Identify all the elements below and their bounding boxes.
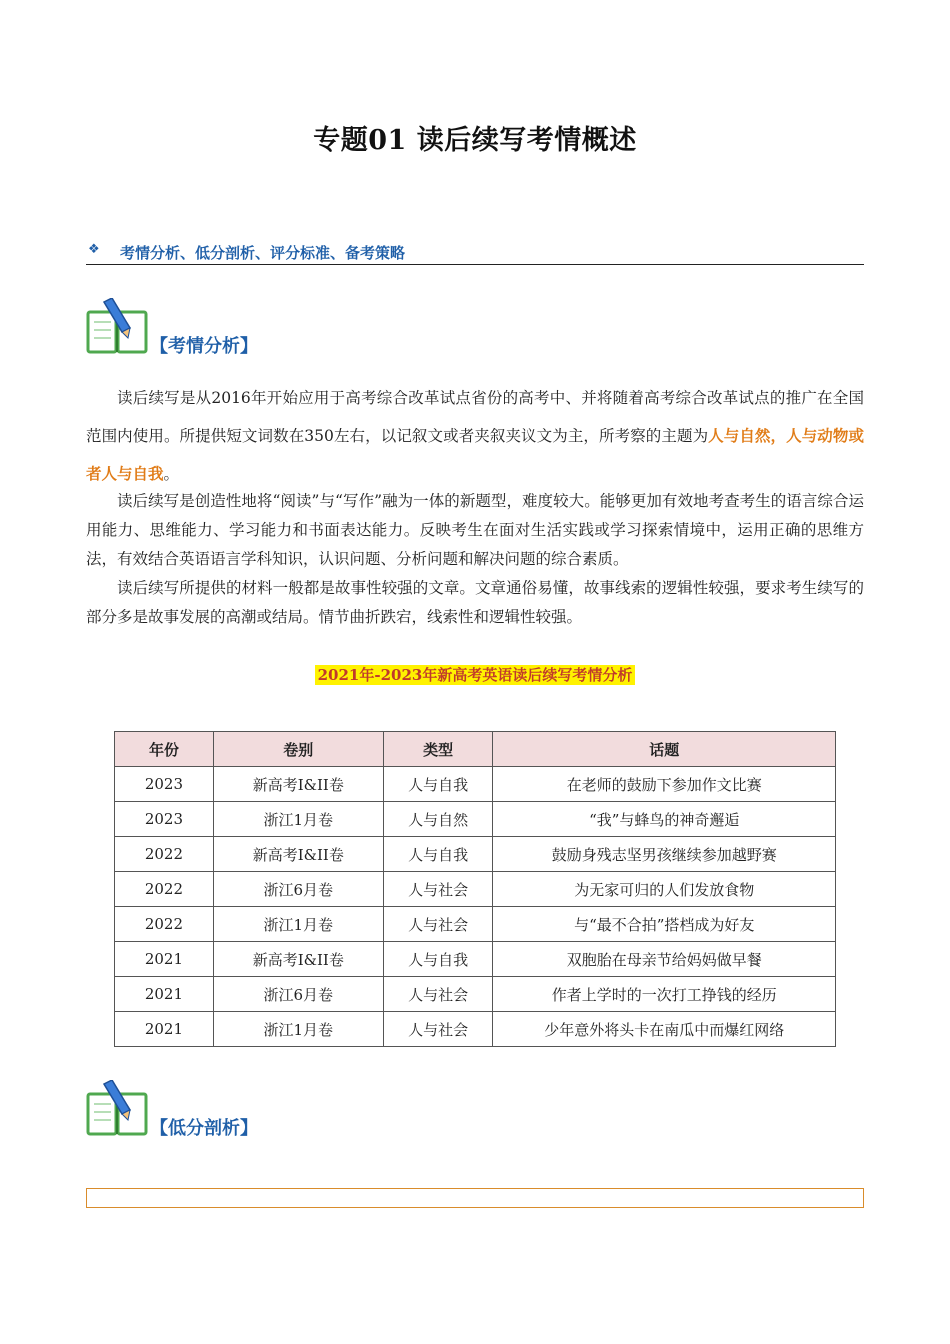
cell-paper: 浙江1月卷 xyxy=(213,1012,383,1047)
content-box xyxy=(86,1188,864,1208)
cell-paper: 新高考I&II卷 xyxy=(213,767,383,802)
cell-type: 人与社会 xyxy=(383,1012,493,1047)
paragraph-2: 读后续写是创造性地将“阅读”与“写作”融为一体的新题型，难度较大。能够更加有效地考查考生的语言综合运用能力、思维能力、学习能力和书面表达能力。反映考生在面对生活实践或学习探索情境中，运用正确的思维方法，有效结合英语语言学科知识，认识问题、分析问题和解决问题的综合素质。 xyxy=(86,492,864,568)
cell-topic: 在老师的鼓励下参加作文比赛 xyxy=(493,767,836,802)
cell-topic: 少年意外将头卡在南瓜中而爆红网络 xyxy=(493,1012,836,1047)
cell-topic: 双胞胎在母亲节给妈妈做早餐 xyxy=(493,942,836,977)
cell-paper: 新高考I&II卷 xyxy=(213,837,383,872)
table-row xyxy=(115,802,836,837)
table-row xyxy=(115,942,836,977)
notebook-pencil-icon xyxy=(86,298,152,358)
table-row xyxy=(115,767,836,802)
cell-topic: 与“最不合拍”搭档成为好友 xyxy=(493,907,836,942)
cell-type: 人与社会 xyxy=(383,872,493,907)
cell-paper: 浙江1月卷 xyxy=(213,907,383,942)
table-row xyxy=(115,837,836,872)
section-heading-analysis xyxy=(86,298,386,358)
cell-type: 人与自我 xyxy=(383,942,493,977)
cell-year: 2022 xyxy=(115,872,214,907)
table-row xyxy=(115,907,836,942)
cell-type: 人与自我 xyxy=(383,767,493,802)
table-row xyxy=(115,872,836,907)
table-row xyxy=(115,977,836,1012)
cell-topic: “我”与蜂鸟的神奇邂逅 xyxy=(493,802,836,837)
exam-analysis-table xyxy=(114,731,836,1047)
overview-text: 考情分析、低分剖析、评分标准、备考策略 xyxy=(120,244,406,262)
notebook-pencil-icon xyxy=(86,1080,152,1140)
cell-paper: 浙江1月卷 xyxy=(213,802,383,837)
section-overview-line xyxy=(86,240,864,265)
cell-paper: 浙江6月卷 xyxy=(213,872,383,907)
cell-year: 2022 xyxy=(115,907,214,942)
page-title: 专题01 读后续写考情概述 xyxy=(313,125,637,156)
cell-year: 2023 xyxy=(115,767,214,802)
cell-topic: 鼓励身残志坚男孩继续参加越野赛 xyxy=(493,837,836,872)
table-row xyxy=(115,1012,836,1047)
table-caption-text: 2021年-2023年新高考英语读后续写考情分析 xyxy=(315,665,636,685)
header-year: 年份 xyxy=(115,732,214,767)
cell-paper: 浙江6月卷 xyxy=(213,977,383,1012)
paragraph-1-highlight: 人与自然，人与动物或者人与自我 xyxy=(86,426,864,483)
paragraph-3: 读后续写所提供的材料一般都是故事性较强的文章。文章通俗易懂，故事线索的逻辑性较强，要求考生续写的部分多是故事发展的高潮或结局。情节曲折跌宕，线索性和逻辑性较强。 xyxy=(86,579,864,626)
header-paper: 卷别 xyxy=(213,732,383,767)
header-topic: 话题 xyxy=(493,732,836,767)
table-header-row xyxy=(115,732,836,767)
table-caption xyxy=(0,664,950,685)
cell-year: 2021 xyxy=(115,942,214,977)
paragraph-1 xyxy=(86,380,864,493)
cell-year: 2021 xyxy=(115,977,214,1012)
cell-type: 人与社会 xyxy=(383,977,493,1012)
cell-topic: 为无家可归的人们发放食物 xyxy=(493,872,836,907)
section-heading-low-score xyxy=(86,1080,386,1140)
cell-year: 2021 xyxy=(115,1012,214,1047)
paragraph-1-text: 读后续写是从2016年开始应用于高考综合改革试点省份的高考中、并将随着高考综合改革试点的推广在全国范围内使用。所提供短文词数在350左右，以记叙文或者夹叙夹议文为主，所考察的主题为 xyxy=(86,389,864,445)
header-type: 类型 xyxy=(383,732,493,767)
cell-year: 2022 xyxy=(115,837,214,872)
cell-paper: 新高考I&II卷 xyxy=(213,942,383,977)
cell-topic: 作者上学时的一次打工挣钱的经历 xyxy=(493,977,836,1012)
cell-type: 人与社会 xyxy=(383,907,493,942)
diamond-bullet-icon: ❖ xyxy=(88,242,100,257)
cell-year: 2023 xyxy=(115,802,214,837)
cell-type: 人与自我 xyxy=(383,837,493,872)
paragraph-1-end: 。 xyxy=(163,465,180,483)
section-label-analysis: 【考情分析】 xyxy=(150,336,258,357)
cell-type: 人与自然 xyxy=(383,802,493,837)
section-label-low-score: 【低分剖析】 xyxy=(150,1118,258,1139)
